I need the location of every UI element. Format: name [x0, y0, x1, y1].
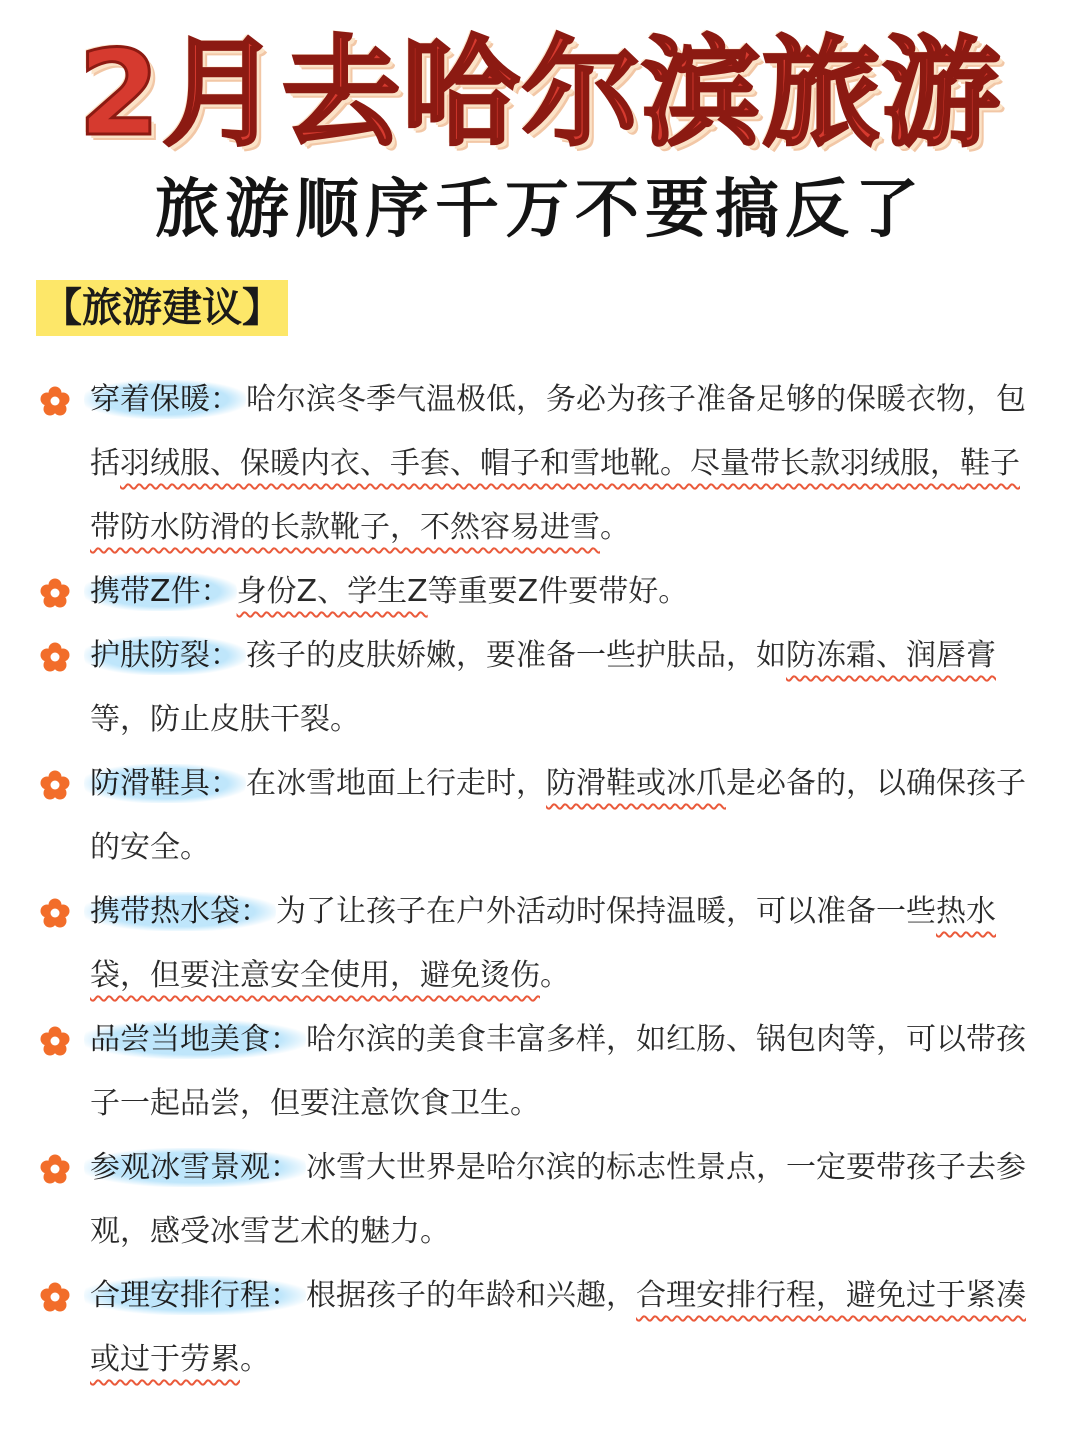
item-text: 根据孩子的年龄和兴趣，	[306, 1278, 636, 1313]
flower-icon	[40, 1026, 70, 1056]
item-text: 等，防止皮肤干裂。	[90, 702, 360, 737]
item-label: 携带热水袋：	[84, 892, 276, 931]
list-item	[90, 1136, 1040, 1264]
flower-icon	[40, 578, 70, 608]
item-text: 哈尔滨冬季气温极低，务必为孩子准备足够的保暖衣物，包括	[90, 382, 1026, 481]
item-text: 是必备的，以确保孩子的安全。	[90, 766, 1026, 865]
item-highlight: 合理安排行程，避免过于紧凑或过于劳累	[90, 1278, 1026, 1377]
item-text: 等重要Z件要带好。	[427, 574, 689, 609]
item-text: 冰雪大世界是哈尔滨的标志性景点，一定要带孩子去参观，感受冰雪艺术的魅力。	[90, 1150, 1026, 1249]
item-highlight: 羽绒服、保暖内衣、手套、帽子和雪地靴。尽量带长款羽绒服，	[120, 446, 960, 481]
item-highlight: 热水袋，但要注意安全使用，避免烫伤	[90, 894, 996, 993]
item-highlight: 防滑鞋或冰爪	[546, 766, 726, 801]
list-item	[90, 368, 1040, 560]
flower-icon	[40, 898, 70, 928]
item-text: 。	[600, 510, 630, 545]
item-text: 为了让孩子在户外活动时保持温暖，可以准备一些	[276, 894, 936, 929]
item-label: 参观冰雪景观：	[84, 1148, 306, 1187]
item-text: 。	[240, 1342, 270, 1377]
page-title: 2月去哈尔滨旅游	[77, 24, 1003, 162]
item-text: 孩子的皮肤娇嫩，要准备一些护肤品，如	[246, 638, 786, 673]
item-label: 防滑鞋具：	[84, 764, 246, 803]
item-text: 哈尔滨的美食丰富多样，如红肠、锅包肉等，可以带孩子一起品尝，但要注意饮食卫生。	[90, 1022, 1026, 1121]
list-item	[90, 1008, 1040, 1136]
item-text: 。	[540, 958, 570, 993]
flower-icon	[40, 386, 70, 416]
flower-icon	[40, 642, 70, 672]
item-label: 携带Z件：	[84, 572, 237, 611]
list-item	[90, 880, 1040, 1008]
item-highlight: 身份Z、学生Z	[236, 574, 428, 609]
item-label: 穿着保暖：	[84, 380, 246, 419]
item-text: 在冰雪地面上行走时，	[246, 766, 546, 801]
item-highlight: 鞋子带防水防滑的长款靴子，不然容易进雪	[90, 446, 1020, 545]
item-label: 品尝当地美食：	[84, 1020, 306, 1059]
item-highlight: 防冻霜、润唇膏	[786, 638, 996, 673]
list-item	[90, 1264, 1040, 1392]
section-tag: 【旅游建议】	[36, 280, 288, 336]
page-subtitle: 旅游顺序千万不要搞反了	[155, 173, 925, 247]
list-item	[90, 624, 1040, 752]
tips-list	[0, 368, 1080, 1392]
list-item	[90, 752, 1040, 880]
flower-icon	[40, 770, 70, 800]
flower-icon	[40, 1154, 70, 1184]
list-item	[90, 560, 1040, 624]
flower-icon	[40, 1282, 70, 1312]
item-label: 合理安排行程：	[84, 1276, 306, 1315]
item-label: 护肤防裂：	[84, 636, 246, 675]
